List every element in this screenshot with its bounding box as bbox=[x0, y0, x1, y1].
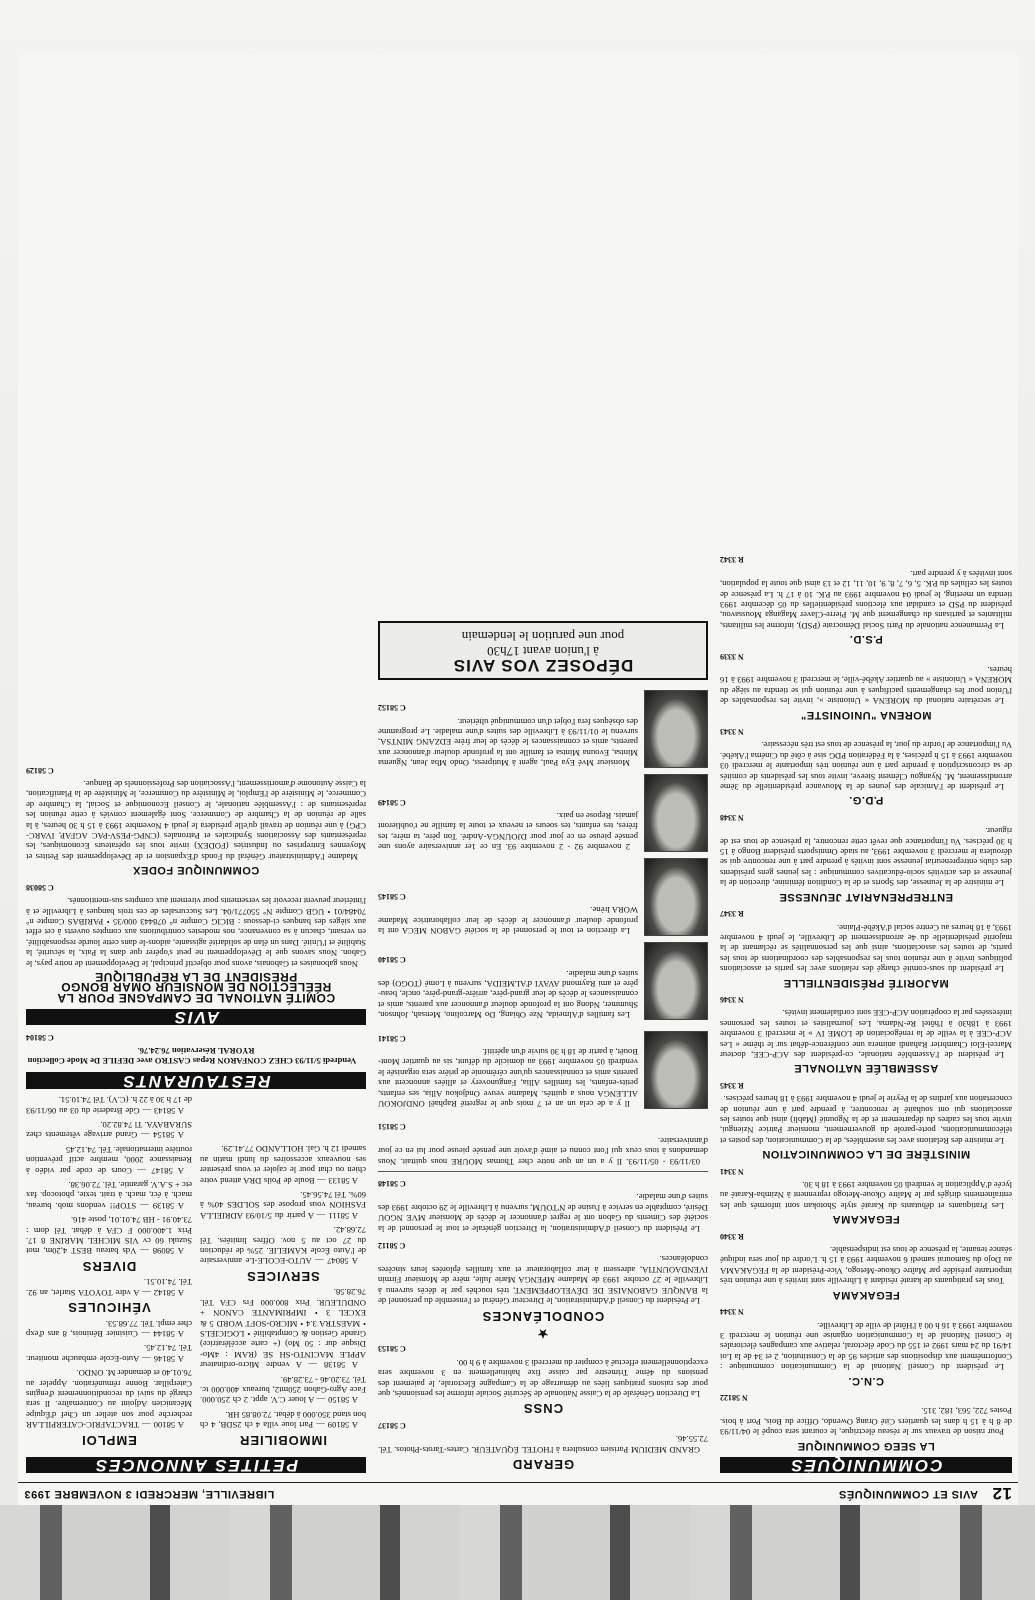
classified-ad: A 58139 — STOP!! vendons mob. bureau, mach. à écr, mach. à trait. texte, photocop. fax etc + S.A.V. garantie. Tél. 72.06.38. bbox=[26, 1180, 192, 1211]
obituary bbox=[378, 1026, 708, 1109]
fegakama2-text: Les Pratiquants et débutants du Karaté style Shotokan sont informés que les entraînements dirigés par le Maître Okoue-Metogo reprennent à Nzimba-Karaté au lycée d'Application le vendredi 05 novembre 1993 à 18 h 30. bbox=[720, 1180, 1012, 1211]
petites-annonces-column bbox=[26, 65, 366, 1475]
vehicules-title: VÉHICULES bbox=[67, 1300, 151, 1316]
fegakama-text: Tous les pratiquants de karaté résidant à Libreville sont invités à une réunion très importante présidée par Maître Okoue-Metogo, Vice-Président de la FEGAKAMA au Dojo du Samourai samedi 6 novembre 1993 à 15 h. L'ordre du jour sera indiqué séance tenante, la présence de tous est indispensable. bbox=[720, 1245, 1012, 1287]
classifieds-right bbox=[26, 1091, 192, 1451]
obituary-text: La direction et tout le personnel de la société GABON MECA ont la profonde douleur d'annoncer le décès de leur collaboratrice Madame WORA Irène. bbox=[378, 905, 638, 937]
newspaper-page-rotated bbox=[18, 55, 1018, 1505]
classified-ad: A 58147 — Cours de code par vidéo à Renaissance 2000, membre actif prévention routière internationale. Tél. 74.12.45 bbox=[26, 1144, 192, 1176]
pdg-ref: N 3343 bbox=[720, 727, 744, 737]
cnc-title: C.N.C. bbox=[848, 1374, 884, 1387]
assemblee-text: Le président de l'Assemblée nationale, co-président des ACP-CEE, docteur Marcel-Eloi Chambrier Rahandi animera une conférence-débat sur le thème « Les ACP-CEE à la veille de la renégociation de LOME IV » le mercredi 3 novembre 1993 à 18h30 à l'hôtel Re-Ndama. Les journalistes et toutes les personnes intéressées par la coopération ACP-CEE sont cordialement invités. bbox=[720, 1008, 1012, 1060]
star-icon: ★ bbox=[536, 1324, 550, 1340]
obituary-text: Monsieur Mvé Eya Paul, agent à Mutipress, Ondo Mba Jean, Nguema Mintsa, Evouna Mintsa et famille ont la profonde douleur d'annoncer aux parents, amis et connaissances le décès de leur frère EDZANG MINTSA, survenu le 01/11/93 à Libreville des suites d'une maladie. Le programme des obsèques fera l'objet d'un communiqué ultérieur. bbox=[378, 716, 638, 769]
classified-ad: A 58146 — Auto-Ecole embauche moniteur. Tél. 74.12.45. bbox=[26, 1343, 192, 1364]
majorite-ref: R 3347 bbox=[720, 909, 744, 919]
classified-ad: A 58154 — Grand arrivage vêtements chez SURABAYA. Tl 74.82.20. bbox=[26, 1120, 192, 1141]
obituary-text: 2 novembre 92 - 2 novembre 93. En ce 1er anniversaire ayons une pensée pieuse en ce jour pour DJOUNGA-André. Ton père, ta mère, tes frères, tes enfants, tes soeurs et neveux et toute la famille ne t'oublieront jamais. Repose en paix. bbox=[378, 810, 638, 853]
divers-title: DIVERS bbox=[81, 1258, 137, 1274]
classifieds-grid bbox=[26, 1091, 366, 1451]
classified-ad: A 58150 — A louer C.V. appt. 2 ch 250.000. Face Agro-Gabon 250mt2, bureaux 400.000 tc. Tél. 73.20.46 - 73.28.49. bbox=[200, 1374, 366, 1406]
classified-ad: A 58138 — A vendre Micro-ordinateur APPLE MACINTO-SH SE (RAM : 4Mo-Disque dur : 50 Mo) (+ carte accélératrice) Grande Gestion & Comptabilité • LOGICIELS • MAESTRA 3.4 • MICRO-SOFT WORD 5 & EXCEL 3 • IMPRIMANTE CANON + ONDULEUR. Prix 800.000 Frs CFA Tél. 76.28.58. bbox=[200, 1287, 366, 1371]
entrepreneuriat-title: ENTREPRENARIAT JEUNESSE bbox=[779, 890, 953, 903]
obituary-text: 03/11/93 - 05/11/93. Il y a un an que notre cher Thomas MOURE nous quittait. Nous demandons à tous ceux qui l'ont connu et aimé d'avoir une pensée pieuse pour lui en ce jour d'anniversaire. bbox=[378, 1135, 708, 1167]
condoleance-1-ref: C 58112 bbox=[378, 1241, 406, 1251]
comite-ref: C 58038 bbox=[26, 882, 54, 892]
classified-ad: A 58111 — A partir du 5/10/93 ADRIELLA FASHION vous propose des SOLDES 40% à 60%. Tél 74.56.45. bbox=[200, 1190, 366, 1221]
psd-ref: R 3342 bbox=[720, 555, 744, 565]
obituary bbox=[378, 774, 708, 852]
cnc-ref: N 3344 bbox=[720, 1307, 744, 1317]
divider bbox=[378, 1171, 708, 1172]
classified-ad: A 58143 — Gde Braderie du 03 au 06/11/93 de 17 h 30 à 22 h. (C.V). Tél 74.10.51. bbox=[26, 1095, 192, 1116]
gerard-title: GERARD bbox=[511, 1457, 575, 1472]
issue-date: LIBREVILLE, MERCREDI 3 NOVEMBRE 1993 bbox=[24, 1488, 275, 1500]
portrait-photo bbox=[644, 858, 708, 936]
entrepreneuriat-ref: N 3348 bbox=[720, 812, 744, 822]
condoleances-column bbox=[378, 65, 708, 1475]
communiques-banner: COMMUNIQUÉS bbox=[720, 1457, 1012, 1473]
pdg-text: Le président de l'Amicale des jeunes de la Mouvance présidentielle du 3ème arrondissement, M. Nyangou Clément Steeve, invite tous les présidents de comités de sa circonscription à prendre part à une réunion très importante le mercredi 03 novembre 1993 à 15 h précises, à la Fédération PDG sise à côté du Cinéma l'Akébé. Vu l'importance de l'ordre du jour, la présence de tous est très nécessaire. bbox=[720, 740, 1012, 793]
morena-title: MORENA "UNIONISTE" bbox=[800, 708, 932, 721]
fegakama2-ref: N 3341 bbox=[720, 1166, 744, 1176]
deposit-notice-deadline: à l'union avant 17h30 bbox=[487, 643, 599, 659]
portrait-photo bbox=[644, 1031, 708, 1109]
classified-ad: A 58144 — Cuisinier Béninois, 8 ans d'exp cher empl. Tél. 77.68.53. bbox=[26, 1318, 192, 1339]
psd-text: La Permanence nationale du Parti Social Démocrate (PSD), informe les militants, militantes et partisans du changement que M. Pierre-Claver Maganga Moussavou, président du PSD et candidat aux élections présidentielles du 05 décembre 1993 tiendra un meeting, le jeudi 04 novembre 1993 au P.K. 10 à 17 h. La présence de toutes les cellules du P.K. 5, 6, 7, 8, 9, 10, 11, 12 et 13 ainsi que toute la population, sont invitées à y prendre part. bbox=[720, 568, 1012, 631]
obituary-ref: C 58140 bbox=[378, 955, 406, 965]
ministere-title: MINISTÈRE DE LA COMMUNICATION bbox=[761, 1148, 971, 1161]
cnc-text: Le président du Conseil National de la Communication communique : Conformément aux dispositions des articles 95 de la Constitution, 2 et 34 de la Loi 14/91 du 24 mars 1992 et 155 du Code électoral, relative aux campagnes électorales le Conseil National de la Communication organise une réunion le mercredi 3 novembre 1993 à 16 h 00 à l'Hôtel de ville de Libreville. bbox=[720, 1320, 1012, 1373]
condoleances-title: CONDOLÉANCES bbox=[481, 1308, 605, 1324]
assemblee-ref: N 3346 bbox=[720, 994, 744, 1004]
condoleance-2: Le Président du Conseil d'Administration, la Direction générale et tout le personnel de la société des Ciments du Gabon ont le regret d'annoncer le décès de Monsieur MVE NGOU Désiré, comptable en service à l'usine de N'TOUM, survenu à Libreville le 29 octobre 1993 des suites d'une maladie. bbox=[378, 1192, 708, 1234]
obituary-text: Il y a de cela un an et 7 mois que le regretté Raphaël ONDJOKOU ALLENGA nous a quittés. Madame veuve Ondjokou Allia, ses enfants, petits-enfants, les familles Allia, Fangunovery et alliées annoncent aux parents amis et connaissances qu'une cérémonie de prière sera organisée le vendredi 05 novembre 1993 au domicile du défunt, sis au quartier Mont-Bouët, à partir de 18 h 30 suivie d'un apéritif. bbox=[378, 1047, 638, 1110]
petites-annonces-banner: PETITES ANNONCES bbox=[26, 1457, 366, 1473]
comite-title: COMITÉ NATIONAL DE CAMPAGNE POUR LA RÉÉLECTION DE MONSIEUR OMAR BONGO PRÉSIDENT DE LA RÉPUBLIQUE bbox=[56, 969, 336, 1005]
morena-ref: N 3339 bbox=[720, 651, 744, 661]
classified-ad: A 58142 — A vdre TOYOTA Starlet, an 92. Tél. 74.10.51. bbox=[26, 1277, 192, 1298]
portrait-photo bbox=[644, 774, 708, 852]
deposit-notice-note: pour une parution le lendemain bbox=[461, 629, 625, 645]
gerard-text: GRAND MEDIUM Parisien consultera à l'HOTEL ÉQUATEUR. Cartes-Tarots-Photos. Tél. 72.55.46. bbox=[378, 1434, 708, 1455]
classified-ad: A 58098 — Vds bateau BEST 4,20m, mot Suzuki 60 cv VIS MICHEL MARINE 8 17. Prix 1.400.000 F CFA à débat. Tél dom : 73.40.91 - HB 74.01.01, poste 416. bbox=[26, 1215, 192, 1257]
morena-text: Le secrétaire national du MORENA « Unioniste », invite les responsables de l'Union pour les changements pacifiques à une réunion qui se tiendra au siège du MORENA « Unioniste » au quartier Akébé-ville, le mercredi 3 novembre 1993 à 16 heures. bbox=[720, 665, 1012, 707]
fodex-title: COMMUNIQUE FODEX bbox=[132, 864, 260, 877]
classified-ad: A 58133 — Boule de Poils DRA attend votre chien ou chat pour le cajoler et vous présenter ses nouveaux accessoires du lundi matin au samedi 12 h. Gal. HOLLANDO 77.41.29. bbox=[200, 1144, 366, 1186]
obituary-ref: C 58145 bbox=[378, 891, 406, 901]
condoleance-1: Le Président du Conseil d'Administration, le Directeur Général et l'ensemble du personnel de la BANQUE GABONAISE DE DÉVELOPPEMENT, très touchés par le décès survenu à Libreville le 27 octobre 1993 de Madame MPENGA Marie Julie, mère de Monsieur Firmin IVENDAOUNTIA, adressent à leur collaborateur et aux familles éplorées leurs sincères condoléances. bbox=[378, 1254, 708, 1307]
restaurant-ad: Vendredi 5/11/93 CHEZ CONFARON Repas CASTRO avec DEFILE De Mode Collection RYORAL Réservation 76.24.76. bbox=[27, 1046, 357, 1067]
majorite-text: Le président du sous-comité chargé des relations avec les partis et associations politiques invite à une réunion tous les responsables des coordinations de tous les partis, de toutes les associations, ainsi que les personnalités se réclamant de la majorité présidentielle du 4e arrondissement de Libreville, le jeudi 4 novembre 1993, à 18 heures au Centre social d'Akébé-Plaine. bbox=[720, 922, 1012, 975]
ministere-ref: R 3345 bbox=[720, 1080, 744, 1090]
entrepreneuriat-text: Le ministre de la Jeunesse, des Sports et de la Condition féminine, direction de la jeunesse et des activités socio-éducatives communique : les jeunes gens présidents des clubs entrepreneuriat jeunesse sont invités à prendre part à une rencontre qui se déroulera le mercredi 3 novembre 1993, au stade Omnisports président Bongo à 15 h 30 précises. Vu l'importance que revêt cette rencontre, la présence de tous est de rigueur. bbox=[720, 826, 1012, 889]
deposit-notice-box bbox=[378, 621, 708, 680]
restaurant-ref: C 58104 bbox=[26, 1032, 54, 1042]
condoleance-2-ref: C 58148 bbox=[378, 1179, 406, 1189]
classified-ad: A 58047 — AUTO-ECOLE-Le anniversaire de l'Auto École KAMELIE. 25% de réduction du 27 oct au 5 nov. Offres limitées. Tél 72.68.42. bbox=[200, 1225, 366, 1267]
obituary bbox=[378, 690, 708, 768]
fegakama2-title: FEGAKAMA bbox=[832, 1213, 900, 1226]
obituary bbox=[378, 858, 708, 936]
majorite-title: MAJORITÉ PRÉSIDENTIELLE bbox=[783, 976, 949, 989]
fodex-ref: C 58129 bbox=[26, 765, 54, 775]
deposit-notice-title: DÉPOSEZ VOS AVIS bbox=[452, 656, 634, 676]
classified-ad: A 58100 — TRACTAFRIC-CATERPILLAR recherche pour son atelier un Chef d'Équipe Mécanicien Adjoint au Contremaître. Il sera chargé du suivi du reconditionnement d'engins Caterpillar. Bonne rémunération. Appeler au 76.01.40 et demander M. ONDO. bbox=[26, 1368, 192, 1431]
fegakama-ref: R 3340 bbox=[720, 1231, 744, 1241]
page-number: 12 bbox=[992, 1484, 1012, 1503]
communiques-column bbox=[720, 65, 1012, 1475]
portrait-photo bbox=[644, 690, 708, 768]
classified-ad: A 58109 — Part loue villa 4 ch 2SDB, 4 ch bon stand 350.000 à débat. 72.08.85 HR. bbox=[200, 1409, 366, 1431]
emploi-title: EMPLOI bbox=[81, 1432, 137, 1448]
obituary-ref: C 58141 bbox=[378, 1033, 406, 1043]
cnss-title: CNSS bbox=[522, 1401, 564, 1417]
obituary-text: Les familles d'Almeida, Nze Obiang, Do Marcolino, Mensah, Johnson, Shummer, Ndong ont la profonde douleur d'annoncer aux parents, amis et connaissances le décès de leur grand-père, arrière-grand-père, oncle, beau-père et ami Raymond AVAYI d'ALMEIDA, survenu à Lomé (TOGO) des suites d'une maladie. bbox=[378, 968, 638, 1021]
obituary bbox=[378, 1115, 708, 1167]
scanner-background-strip bbox=[0, 1505, 1035, 1600]
assemblee-title: ASSEMBLÉE NATIONALE bbox=[793, 1062, 939, 1075]
classifieds-left bbox=[200, 1091, 366, 1451]
psd-title: P.S.D. bbox=[849, 633, 883, 646]
obituary-ref: C 58152 bbox=[378, 703, 406, 713]
fegakama-title: FEGAKAMA bbox=[832, 1288, 900, 1301]
section-title: AVIS ET COMMUNIQUÉS bbox=[838, 1488, 978, 1500]
cnss-text: La Direction Générale de la Caisse Nationale de Sécurité Sociale informe les pensionnés, que pour des raisons pratiques liées au démarrage de la Campagne Électorale, le paiement des pensions du 4ème Trimestre par caisse fixe habituellement en 3 novembre sera exceptionnellement effectué à compter du mercredi 3 novembre à 9 h 00. bbox=[378, 1357, 708, 1399]
seeg-ref: N 58122 bbox=[720, 1392, 748, 1402]
fodex-text: Madame l'Administrateur Général du Fonds d'Expansion et de Développement des Petites et Moyennes Entreprises ou Industries (FODEX) invite tous les opérateurs Economiques, les représentants des Associations Syndicales et Patronales (CNPG-PESV-PAC AGFAP, IVARC-CPG) à une réunion de travail qu'elle présidera le jeudi 4 Novembre 1993 à 15 h 30 heures, à la salle de réunion de la Chambre de Commerce. Sont également conviés à cette réunion les représentants de : l'Assemblée nationale, le Conseil Economique et Social, la Chambre de Commerce, le Ministère de l'Emploi, le Ministère du Commerce, le Ministère de la Planification, la Caisse Autonome d'amortissement, l'Association des Professionnels de Banque. bbox=[26, 779, 366, 862]
avis-banner: AVIS bbox=[26, 1009, 366, 1025]
gerard-ref: C 58137 bbox=[378, 1420, 406, 1430]
comite-text: Nous gabonaises et Gabonais, avons pour objectif principal, le Développement de notre pays, le Gabon. Nous savons que le Développement ne peut s'opérer que dans la Paix, la sécurité, la Stabilité et l'Unité. Dans un élan de solidarité agissante, aidons-le dans cette lourde responsabilité, en versant, chacun à sa convenance, nos modestes contributions aux comptes ouverts à cet effet aux sièges des banques ci-dessous : BICIG Compte n° 078443 000/35 • PARIBAS Compte n° 70484/01 • UGB Compte N° 550771/04. Les Succursales de ces trois banques à Libreville et à l'intérieur peuvent recevoir les versements pour virement aux comptes sus-mentionnés. bbox=[26, 896, 366, 969]
obituary-ref: C 58149 bbox=[378, 797, 406, 807]
cnss-ref: C 58153 bbox=[378, 1344, 406, 1354]
seeg-text: Pour raison de travaux sur le réseau électrique, le courant sera coupé le 04/11/93 de 8 h à 15 h dans les quartiers Cité Orang Owendo, Office du Bois, Port à bois. Postes 722, 563, 182, 315. bbox=[720, 1406, 1012, 1438]
obituary-ref: C 58151 bbox=[378, 1122, 406, 1132]
restaurants-banner: RESTAURANTS bbox=[26, 1072, 366, 1088]
page-folio bbox=[18, 1482, 1018, 1505]
seeg-title: LA SEEG COMMUNIQUE bbox=[797, 1439, 935, 1452]
services-title: SERVICES bbox=[246, 1268, 320, 1284]
immobilier-title: IMMOBILIER bbox=[239, 1432, 327, 1448]
portrait-photo bbox=[644, 942, 708, 1020]
ministere-text: Le ministre des Relations avec les assemblées, de la Communication, des postes et télécommunications, porte-parole du gouvernement, monsieur Patrice Nziengui, invite tous les cadres du département et de la Ngounié (Mabli) ainsi que toutes les associations qui ont souhaité le rencontrer, à prendre part à une réunion de concertation aux jardins de la Peyrie le jeudi 4 novembre 1993 à 18 heures précises. bbox=[720, 1094, 1012, 1146]
pdg-title: P.D.G. bbox=[848, 794, 884, 807]
obituary bbox=[378, 942, 708, 1020]
